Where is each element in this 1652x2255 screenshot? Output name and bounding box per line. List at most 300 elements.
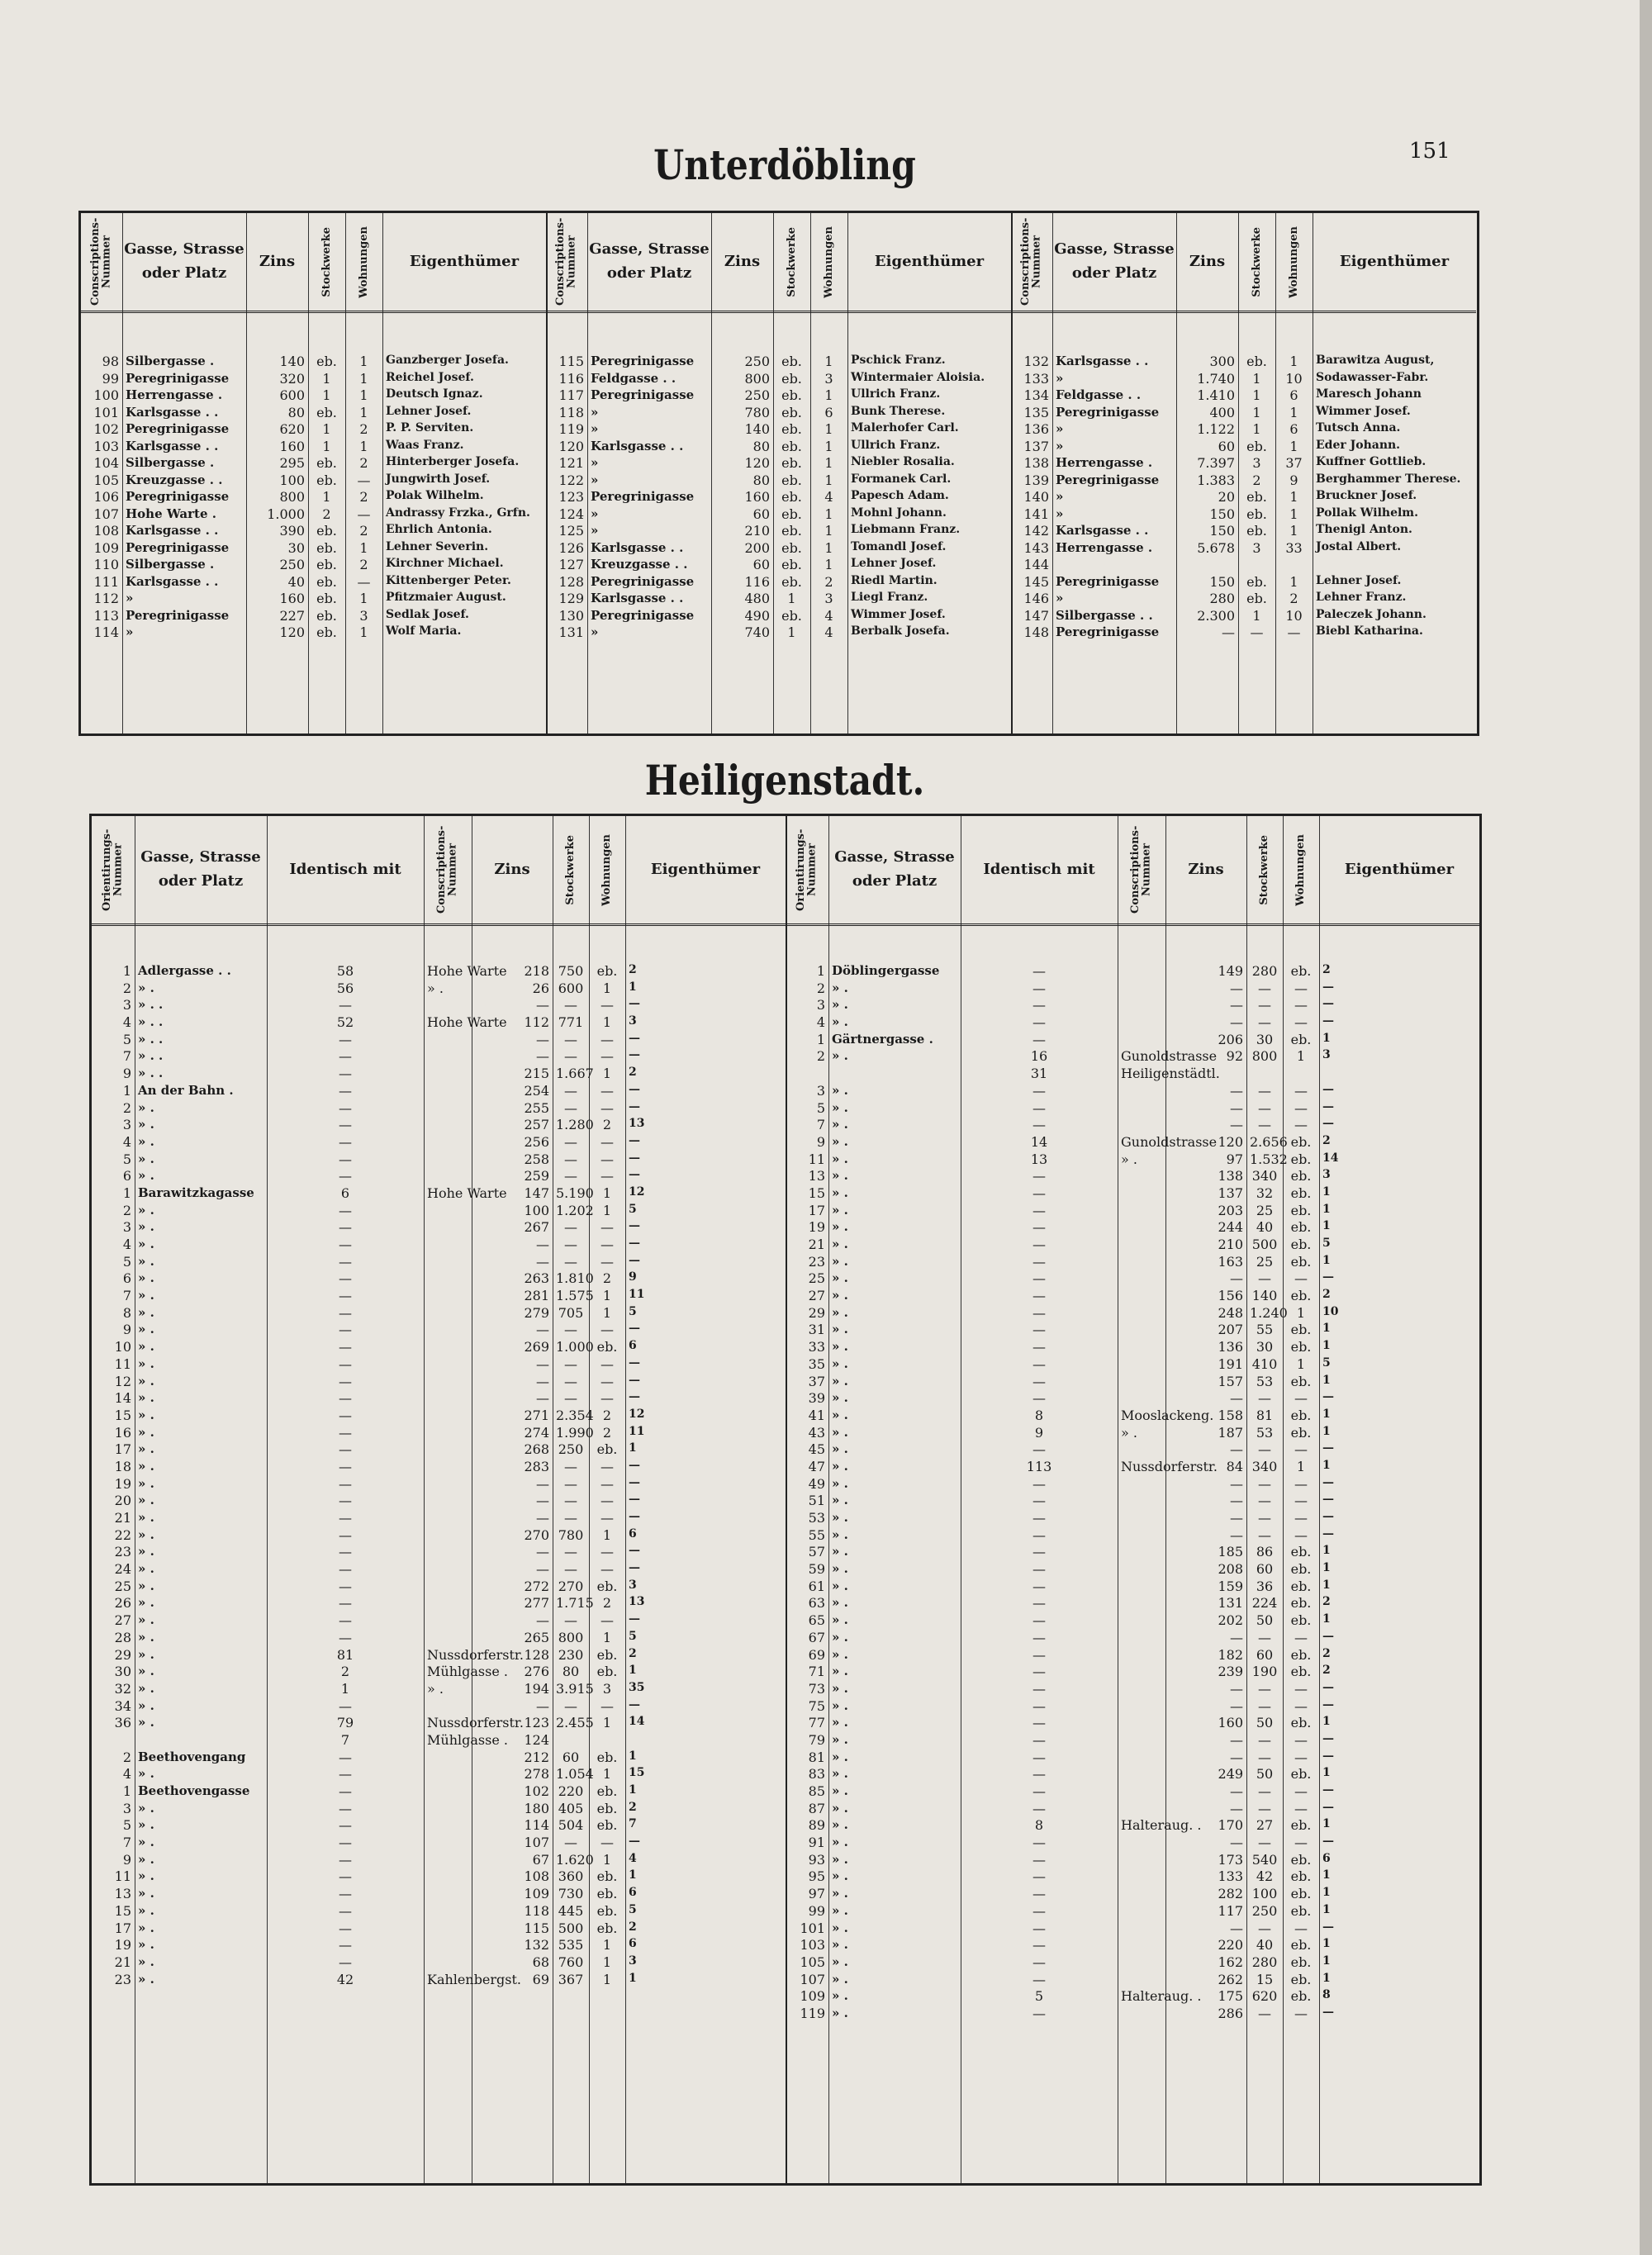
table-cell: 5 <box>1322 1355 1331 1370</box>
table-row <box>92 1408 786 1425</box>
table-cell: 1 <box>787 591 796 606</box>
table-cell: 286 <box>1218 2005 1243 2021</box>
table-cell: 410 <box>1251 1355 1278 1372</box>
table-cell: — <box>629 1082 640 1096</box>
table-cell: Lehner Severin. <box>386 539 489 553</box>
table-cell: 142 <box>1023 523 1049 539</box>
table-cell: — <box>564 997 577 1014</box>
table-cell: 160 <box>744 489 770 505</box>
table-cell: 136 <box>1218 1339 1243 1355</box>
table-cell: 1 <box>1289 354 1298 369</box>
table-cell: 2 <box>122 1749 131 1765</box>
table-row <box>92 1801 786 1818</box>
table-cell: 1 <box>1322 1578 1331 1592</box>
table-cell: eb. <box>1290 1219 1312 1236</box>
table-cell: Karlsgasse . . <box>1056 523 1149 538</box>
table-cell: — <box>601 1237 614 1252</box>
column-header: Conscriptions-Nummer <box>1129 825 1153 914</box>
table-cell: » . <box>832 1561 848 1577</box>
table-row <box>92 1527 786 1545</box>
table-cell: eb. <box>781 421 802 437</box>
table-cell: 2 <box>359 455 368 471</box>
table-cell: 123 <box>558 489 584 505</box>
table-cell: 1 <box>1322 1715 1331 1729</box>
column-header: Zins <box>1189 252 1226 270</box>
table-cell: 1 <box>1252 607 1261 624</box>
table-cell: » . <box>832 1510 848 1525</box>
table-cell: 1 <box>1322 1219 1331 1233</box>
table-row <box>1011 574 1476 591</box>
table-cell: — <box>339 1304 352 1321</box>
table-row <box>786 1408 1479 1425</box>
table-cell: 42 <box>336 1971 354 1987</box>
table-cell: Halteraug. . <box>1121 1988 1202 2005</box>
table-cell: eb. <box>596 1749 618 1765</box>
table-cell: Karlsgasse . . <box>126 404 219 420</box>
table-cell: — <box>1258 1510 1271 1526</box>
table-cell: eb. <box>1290 1253 1312 1270</box>
table-cell: 65 <box>808 1612 825 1629</box>
table-cell: 33 <box>1285 539 1303 556</box>
table-cell: 1 <box>1289 489 1298 505</box>
table-cell: 12 <box>629 1184 645 1199</box>
table-cell: eb. <box>596 1441 618 1458</box>
table-cell: 120 <box>1218 1133 1243 1150</box>
table-row <box>1011 472 1476 490</box>
table-cell: eb. <box>316 607 337 624</box>
table-cell: 215 <box>524 1066 549 1082</box>
table-cell: 259 <box>524 1168 549 1184</box>
table-cell: » . <box>138 1373 154 1389</box>
table-row <box>1011 591 1476 608</box>
table-cell: — <box>536 1697 549 1714</box>
table-cell: — <box>601 1390 614 1407</box>
table-cell: 1 <box>122 1783 131 1799</box>
table-cell: — <box>1032 1886 1046 1902</box>
table-cell: — <box>629 1099 640 1113</box>
table-cell: eb. <box>1290 1031 1312 1047</box>
table-cell: 1 <box>1289 438 1298 454</box>
table-row <box>92 1630 786 1647</box>
table-cell: 210 <box>1218 1237 1243 1252</box>
table-cell: — <box>564 1048 577 1065</box>
table-cell: 148 <box>1023 624 1049 640</box>
table-cell: 230 <box>558 1646 584 1663</box>
table-cell: » <box>126 624 134 639</box>
table-cell: 108 <box>93 523 119 539</box>
table-cell: 32 <box>114 1680 131 1697</box>
table-row <box>546 540 1011 558</box>
table-cell: 23 <box>114 1971 131 1987</box>
table-cell: 1 <box>322 489 331 505</box>
table-row <box>786 1459 1479 1476</box>
table-cell: 600 <box>558 980 584 996</box>
table-cell: — <box>1258 1082 1271 1099</box>
table-cell: 1 <box>602 1202 612 1218</box>
table-cell: 1.000 <box>267 506 305 522</box>
table-cell: 23 <box>808 1253 825 1270</box>
table-row <box>786 1322 1479 1339</box>
table-cell: 5 <box>122 1253 131 1270</box>
table-cell: 535 <box>558 1937 584 1954</box>
table-cell: 200 <box>744 539 770 556</box>
table-cell: — <box>536 1048 549 1065</box>
column-header: Wohnungen <box>601 833 614 906</box>
table-cell: 220 <box>558 1783 584 1799</box>
table-cell: — <box>629 1475 640 1489</box>
table-cell: 173 <box>1218 1851 1243 1868</box>
table-cell: » . <box>832 1629 848 1645</box>
table-cell: 1 <box>824 539 833 556</box>
table-row <box>92 1972 786 1989</box>
book-spine <box>1640 0 1652 2255</box>
table-cell: 100 <box>279 472 305 488</box>
table-cell: 98 <box>102 354 119 369</box>
table-cell: 146 <box>1023 591 1049 606</box>
table-cell: 490 <box>744 607 770 624</box>
table-row <box>92 1835 786 1852</box>
unterdobling-column-group <box>546 213 1013 733</box>
table-cell: — <box>339 1493 352 1509</box>
table-cell: 162 <box>1218 1954 1243 1970</box>
table-cell: 208 <box>1218 1561 1243 1578</box>
table-row <box>92 1920 786 1938</box>
table-cell: » . <box>138 1868 154 1884</box>
table-cell: 265 <box>524 1629 549 1645</box>
table-cell: 129 <box>558 591 584 606</box>
table-cell: — <box>1322 1475 1334 1489</box>
table-row <box>92 1664 786 1681</box>
table-cell: — <box>339 1954 352 1970</box>
table-cell: eb. <box>781 573 802 590</box>
table-cell: — <box>601 1219 614 1236</box>
table-cell: » . <box>138 1099 154 1115</box>
table-cell: 256 <box>524 1133 549 1150</box>
table-cell: Peregrinigasse <box>591 607 695 623</box>
table-cell: — <box>1322 1014 1334 1028</box>
table-cell: — <box>1230 1697 1243 1714</box>
table-cell: — <box>564 1373 577 1389</box>
table-row <box>546 489 1011 506</box>
table-cell: 5 <box>122 1817 131 1834</box>
table-cell: » . <box>138 1800 154 1816</box>
table-cell: — <box>536 1031 549 1047</box>
table-cell: — <box>1032 1544 1046 1560</box>
table-cell: 248 <box>1218 1304 1243 1321</box>
table-cell: » . <box>832 1237 848 1251</box>
table-cell: » . <box>832 2005 848 2020</box>
table-cell: 2 <box>602 1595 612 1612</box>
table-cell: 8 <box>1034 1817 1044 1834</box>
table-cell: 157 <box>1218 1373 1243 1389</box>
table-cell: Ganzberger Josefa. <box>386 354 509 367</box>
table-cell: — <box>1322 1441 1334 1455</box>
table-cell: — <box>601 1031 614 1047</box>
table-cell: » <box>1056 506 1064 521</box>
table-cell: Silbergasse . <box>126 354 215 368</box>
table-cell: 117 <box>1218 1902 1243 1919</box>
table-cell: — <box>1294 1783 1308 1799</box>
table-row <box>786 1817 1479 1835</box>
table-cell: 81 <box>808 1749 825 1765</box>
table-cell: 140 <box>1023 489 1049 505</box>
table-cell: » . <box>138 1902 154 1918</box>
table-cell: 1 <box>1252 404 1261 420</box>
table-cell: Peregrinigasse <box>591 573 695 589</box>
table-cell: Lehner Franz. <box>1316 591 1407 604</box>
table-row <box>92 1322 786 1339</box>
column-header: Zins <box>1188 860 1224 878</box>
table-cell: » . <box>427 1680 444 1697</box>
table-cell: Mooslackeng. <box>1121 1407 1214 1423</box>
table-cell: 150 <box>1209 523 1235 539</box>
table-cell: 771 <box>558 1014 584 1031</box>
table-cell: 1 <box>824 506 833 522</box>
table-cell: 84 <box>1226 1458 1243 1474</box>
table-cell: — <box>1258 1783 1271 1799</box>
table-cell: — <box>1294 980 1308 996</box>
table-cell: 4 <box>122 1237 131 1252</box>
table-cell: Bruckner Josef. <box>1316 489 1417 502</box>
table-cell: » . <box>832 1339 848 1355</box>
table-cell: — <box>339 1441 352 1458</box>
table-cell: 3 <box>1322 1168 1331 1182</box>
table-cell: 80 <box>752 438 770 454</box>
table-row <box>786 1852 1479 1869</box>
table-cell: » . <box>832 1851 848 1867</box>
table-row <box>92 1100 786 1118</box>
table-cell: » . <box>832 1817 848 1833</box>
table-cell: 3 <box>122 1117 131 1133</box>
table-cell: 3 <box>629 1578 637 1592</box>
table-cell: » . <box>138 1544 154 1560</box>
table-row <box>92 1168 786 1185</box>
table-cell: Mühlgasse . <box>427 1664 508 1680</box>
table-row <box>786 1698 1479 1716</box>
table-cell: 2 <box>1322 963 1331 976</box>
table-cell: 121 <box>558 455 584 471</box>
table-cell: » <box>1056 591 1064 605</box>
table-row <box>786 963 1479 980</box>
table-cell: 100 <box>93 387 119 403</box>
table-cell: — <box>564 1219 577 1236</box>
table-cell: 35 <box>629 1680 645 1694</box>
table-row <box>546 506 1011 524</box>
table-cell: — <box>629 997 640 1011</box>
table-row <box>786 1749 1479 1767</box>
table-row <box>92 1151 786 1169</box>
table-cell: » <box>591 624 599 639</box>
table-cell: » . <box>832 1168 848 1184</box>
table-cell: Nussdorferstr. <box>427 1646 524 1663</box>
table-cell: 87 <box>808 1800 825 1816</box>
table-cell: — <box>629 1048 640 1062</box>
table-cell: 11 <box>629 1288 645 1302</box>
table-cell: 9 <box>816 1133 825 1150</box>
table-cell: 1 <box>1322 1954 1331 1968</box>
table-row <box>786 1117 1479 1134</box>
table-row <box>92 1954 786 1972</box>
table-cell: 25 <box>1256 1253 1274 1270</box>
column-header: Gasse, Strasse oder Platz <box>834 848 955 890</box>
table-cell: — <box>1032 1082 1046 1099</box>
table-cell: — <box>1322 997 1334 1011</box>
table-row <box>786 1801 1479 1818</box>
table-cell: — <box>1294 1475 1308 1492</box>
table-cell: 159 <box>1218 1578 1243 1594</box>
table-cell: 47 <box>808 1458 825 1474</box>
table-cell: — <box>339 1202 352 1218</box>
table-cell: Halteraug. . <box>1121 1817 1202 1834</box>
table-cell: 40 <box>287 573 305 590</box>
table-cell: 53 <box>808 1510 825 1526</box>
table-cell: 2 <box>629 1066 637 1080</box>
table-cell: Peregrinigasse <box>591 387 695 402</box>
table-cell: 27 <box>114 1612 131 1629</box>
heiligenstadt-column-group <box>786 816 1479 2183</box>
table-row <box>92 1425 786 1442</box>
table-cell: 71 <box>808 1664 825 1680</box>
table-row <box>786 1972 1479 1989</box>
table-cell: Peregrinigasse <box>126 539 230 555</box>
table-cell: 6 <box>629 1339 637 1353</box>
table-row <box>81 489 546 506</box>
table-cell: » . <box>832 1715 848 1730</box>
table-cell: 800 <box>558 1629 584 1645</box>
table-cell: 126 <box>558 539 584 556</box>
table-cell: — <box>601 1099 614 1116</box>
table-cell: 2 <box>122 980 131 996</box>
table-cell: eb. <box>1290 1373 1312 1389</box>
table-row <box>1011 354 1476 371</box>
table-cell: — <box>601 1322 614 1338</box>
table-cell: 106 <box>93 489 119 505</box>
table-row <box>786 1715 1479 1732</box>
table-cell: eb. <box>1290 1954 1312 1970</box>
table-cell: 43 <box>808 1424 825 1441</box>
table-cell: 5 <box>629 1304 637 1318</box>
table-cell: 9 <box>1289 472 1298 488</box>
table-cell: 40 <box>1256 1937 1274 1954</box>
table-cell: 250 <box>279 557 305 572</box>
table-cell: 23 <box>114 1544 131 1560</box>
table-cell: 1 <box>602 1288 612 1304</box>
table-cell: eb. <box>1290 1184 1312 1201</box>
table-cell: 1 <box>787 624 796 640</box>
unterdobling-column-group <box>1011 213 1476 733</box>
table-cell: 41 <box>808 1407 825 1423</box>
table-cell: 2 <box>602 1407 612 1423</box>
table-cell: 81 <box>336 1646 354 1663</box>
table-cell: 6 <box>1289 387 1298 403</box>
table-row <box>81 608 546 625</box>
table-cell: 3 <box>602 1680 612 1697</box>
table-cell: — <box>536 1322 549 1338</box>
table-cell: — <box>601 1168 614 1184</box>
table-cell: 89 <box>808 1817 825 1834</box>
table-row <box>92 1083 786 1100</box>
table-cell: Peregrinigasse <box>1056 573 1160 589</box>
table-cell: — <box>339 1066 352 1082</box>
table-cell: » . <box>832 1475 848 1491</box>
table-cell: 19 <box>808 1219 825 1236</box>
table-cell: — <box>564 1322 577 1338</box>
table-cell: 5 <box>816 1099 825 1116</box>
table-cell: — <box>1258 997 1271 1014</box>
table-cell: 17 <box>114 1441 131 1458</box>
table-cell: 4 <box>122 1133 131 1150</box>
table-cell: 5 <box>122 1151 131 1167</box>
table-cell: — <box>339 1424 352 1441</box>
table-cell: » . <box>138 1151 154 1166</box>
table-row <box>92 1886 786 1903</box>
table-cell: Karlsgasse . . <box>591 438 684 453</box>
table-cell: » . <box>832 1099 848 1115</box>
table-cell: » . <box>138 1304 154 1320</box>
table-cell: — <box>1032 1851 1046 1868</box>
table-cell: » . <box>832 1355 848 1371</box>
table-cell: Wimmer Josef. <box>1316 404 1411 418</box>
table-row <box>92 980 786 998</box>
table-cell: Pollak Wilhelm. <box>1316 506 1418 520</box>
table-cell: 120 <box>279 624 305 640</box>
table-cell: 1 <box>1322 1561 1331 1575</box>
table-cell: 39 <box>808 1390 825 1407</box>
table-cell: 760 <box>558 1954 584 1970</box>
table-cell: — <box>564 1355 577 1372</box>
table-cell: Sodawasser-Fabr. <box>1316 370 1429 384</box>
section-title-heiligenstadt: Heiligenstadt. <box>644 756 925 805</box>
column-header: Identisch mit <box>983 860 1095 878</box>
table-cell: 800 <box>279 489 305 505</box>
table-cell: 18 <box>114 1458 131 1474</box>
table-cell: 101 <box>800 1920 825 1936</box>
table-cell: 118 <box>558 404 584 420</box>
table-cell: — <box>564 1510 577 1526</box>
table-cell: — <box>1322 1800 1334 1814</box>
table-cell: » . <box>832 1133 848 1149</box>
table-cell: 17 <box>114 1920 131 1936</box>
table-cell: 210 <box>744 523 770 539</box>
table-cell: — <box>1032 1526 1046 1543</box>
table-cell: eb. <box>1290 1971 1312 1987</box>
table-cell: — <box>1230 1749 1243 1765</box>
table-cell: 5 <box>1322 1237 1331 1250</box>
table-cell: — <box>1322 1629 1334 1643</box>
table-cell: 272 <box>524 1578 549 1594</box>
table-cell: 118 <box>524 1902 549 1919</box>
table-cell: 144 <box>1023 557 1049 572</box>
table-cell: 1 <box>322 370 331 387</box>
table-cell: » . <box>138 1595 154 1611</box>
table-cell: — <box>1258 1697 1271 1714</box>
table-cell: 115 <box>558 354 584 369</box>
table-cell: — <box>1230 1629 1243 1645</box>
table-row <box>786 1048 1479 1066</box>
table-row <box>546 523 1011 540</box>
table-row <box>1011 557 1476 574</box>
table-cell: 6 <box>340 1184 350 1201</box>
table-cell: eb. <box>1290 1578 1312 1594</box>
table-cell: 1 <box>602 1851 612 1868</box>
table-cell: 73 <box>808 1680 825 1697</box>
table-cell: 17 <box>808 1202 825 1218</box>
table-cell: — <box>1294 1920 1308 1936</box>
table-cell: Bunk Therese. <box>851 404 946 418</box>
table-cell: 27 <box>1256 1817 1274 1834</box>
table-cell: 100 <box>1251 1886 1278 1902</box>
table-row <box>92 1937 786 1954</box>
